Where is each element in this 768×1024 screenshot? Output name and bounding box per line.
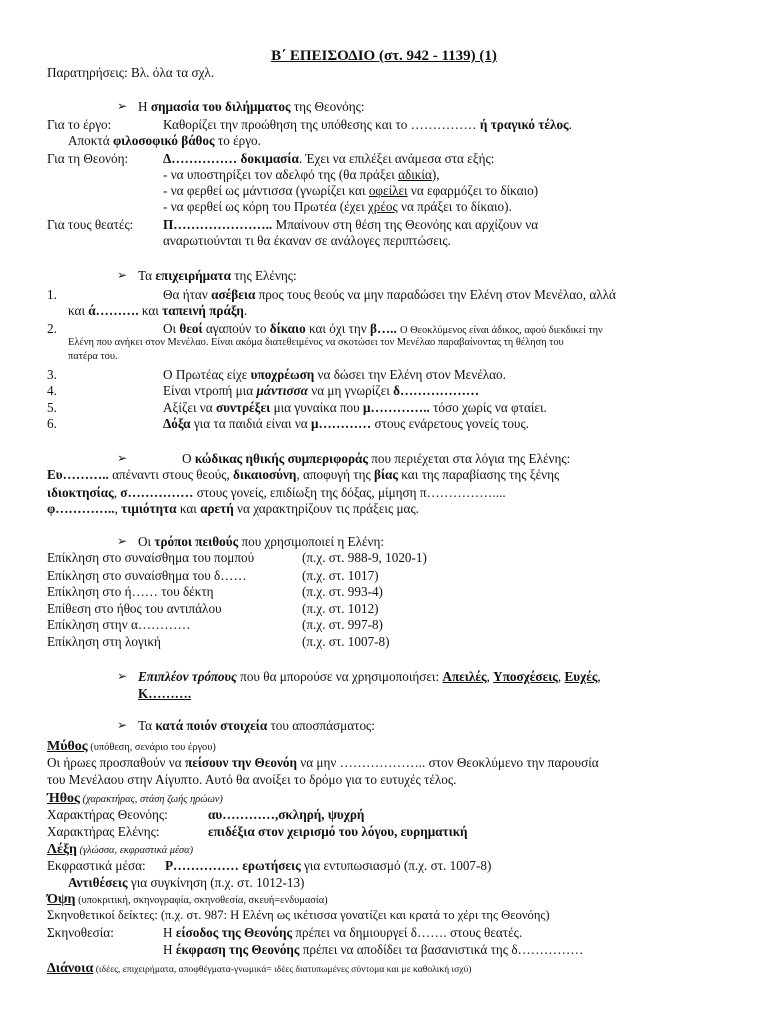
t-small: Ελένη που ανήκει στον Μενέλαο. Είναι ακόμα διατεθειμένος να σκοτώσει τον Μενέλαο παραβαίνοντας τη θέληση του (68, 337, 564, 348)
num: 6. (47, 416, 57, 431)
t: ), (431, 167, 440, 182)
num: 4. (47, 383, 57, 398)
t: για τα παιδιά είναι να (190, 416, 311, 431)
t: , (597, 669, 601, 684)
t-bold: μ………….. (362, 400, 430, 415)
t: Ο Πρωτέας είχε (163, 367, 251, 382)
row-label: Επίθεση στο ήθος του αντιπάλου (47, 601, 222, 616)
h-bold: κατά ποιόν στοιχεία (155, 718, 268, 733)
h-text: Οι (138, 534, 155, 549)
t-underline: αδικία (398, 167, 432, 182)
t: πρέπει να αποδίδει τα βασανιστικά της δ…………… (299, 942, 584, 957)
t: - να φερθεί ως μάντισσα (γνωρίζει και (163, 183, 369, 198)
t-bold: Δόξα (163, 416, 191, 431)
row-ref: (π.χ. στ. 993-4) (302, 584, 383, 599)
h-text: Τα (138, 268, 156, 283)
t-bold: τιμιότητα (121, 501, 177, 516)
t-bold: ιδιοκτησίας (47, 485, 114, 500)
row-ref: (π.χ. στ. 1007-8) (302, 634, 390, 649)
h-text: του αποσπάσματος: (267, 718, 375, 733)
t: - να υποστηρίξει τον αδελφό της (θα πράξει (163, 167, 399, 182)
bullet-arrow-icon: ➢ (117, 451, 128, 465)
num: 3. (47, 367, 57, 382)
t-underline: χρέος (367, 199, 398, 214)
t-bold: σ…………… (120, 485, 194, 500)
t-bold: πείσουν την Θεονόη (184, 755, 297, 770)
t-bold: φ………….. (47, 501, 115, 516)
t: στους ενάρετους γονείς τους. (371, 416, 529, 431)
t-bold: Αντιθέσεις (68, 875, 128, 890)
h-bold: κώδικας ηθικής συμπεριφοράς (194, 451, 368, 466)
h-text: Ο (182, 451, 195, 466)
t: . (568, 117, 572, 132)
t: και (68, 303, 89, 318)
t-small: (ιδέες, επιχειρήματα, αποφθέγματα-γνωμικά= ιδέες διατυπωμένες σύντομα και με καθολική ισχύ) (93, 964, 472, 975)
t-bold: ή τραγικό τέλος (476, 117, 569, 132)
t-small: (υπόθεση, σενάριο του έργου) (87, 742, 216, 753)
label: Σκηνοθεσία: (47, 925, 114, 940)
t: να μην ……………….. στον Θεοκλύμενο την παρουσία (296, 755, 599, 770)
row-label: Επίκληση στην α………… (47, 617, 191, 632)
row-label: Επίκληση στο συναίσθημα του δ…… (47, 568, 247, 583)
t-bold: θεοί (179, 321, 203, 336)
t: Αξίζει να (163, 400, 216, 415)
t: . (243, 303, 248, 318)
t: Καθορίζει την προώθηση της υπόθεσης και το …………… (163, 117, 477, 132)
t: το έργο. (214, 133, 261, 148)
t-bold: επιδέξια στον χειρισμό του λόγου, ευρηματική (208, 824, 468, 839)
t: και όχι την (305, 321, 371, 336)
h-bold: τρόποι πειθούς (154, 534, 239, 549)
t: αναρωτιούνται τι θα έκαναν σε ανάλογες περιπτώσεις. (163, 233, 451, 248)
t-bold: Ευ……….. (47, 467, 109, 482)
num: 5. (47, 400, 57, 415)
t-bold-u: Μύθος (47, 739, 88, 754)
t: Μπαίνουν στη θέση της Θεονόης και αρχίζουν να (272, 217, 539, 232)
label: Εκφραστικά μέσα: (47, 858, 146, 873)
title-text: Β΄ ΕΠΕΙΣΟΔΙΟ (στ. 942 - 1139) (1) (271, 48, 497, 64)
page-title (0, 47, 768, 65)
t: και (176, 501, 201, 516)
t-bold: συντρέξει (215, 400, 271, 415)
bullet-arrow-icon: ➢ (117, 268, 128, 282)
t: προς τους θεούς να μην παραδώσει την Ελένη στον Μενέλαο, αλλά (255, 287, 616, 302)
bullet-arrow-icon: ➢ (117, 718, 128, 732)
t: Οι (163, 321, 180, 336)
t-small: Ο Θεοκλύμενος είναι άδικος, αφού διεκδικεί την (400, 325, 603, 336)
t: Σκηνοθετικοί δείκτες: (π.χ. στ. 987: Η Ελένη ως ικέτισσα γονατίζει και κρατά το χέρι της Θεονόης) (47, 908, 550, 922)
t-bold: Επιπλέον τρόπους (138, 669, 237, 684)
t: απέναντι στους θεούς, (108, 467, 234, 482)
t-bold: ταπεινή πράξη (162, 303, 244, 318)
label: Χαρακτήρας Θεονόης: (47, 807, 168, 822)
bullet-arrow-icon: ➢ (117, 99, 128, 113)
h-bold: σημασία του διλήμματος (150, 99, 291, 114)
t-bold: δ……………… (393, 383, 480, 398)
bullet-arrow-icon: ➢ (117, 534, 128, 548)
t-bold: β….. (370, 321, 397, 336)
t: , (114, 501, 122, 516)
t-bold-u: Απειλές (442, 669, 487, 684)
t: στους γονείς, επιδίωξη της δόξας, μίμηση π…………….... (193, 485, 506, 500)
t: αγαπούν το (202, 321, 270, 336)
t-bold-u: Ήθος (47, 791, 80, 806)
t-bold: μάντισσα (256, 383, 308, 398)
t: - να φερθεί ως κόρη του Πρωτέα (έχει (163, 199, 368, 214)
num: 2. (47, 321, 57, 336)
row-ref: (π.χ. στ. 997-8) (302, 617, 383, 632)
t-bold: αυ…………,σκληρή, ψυχρή (208, 807, 365, 822)
row-ref: (π.χ. στ. 1017) (302, 568, 379, 583)
t: για εντυπωσιασμό (π.χ. στ. 1007-8) (300, 858, 492, 873)
t-bold-u: Υποσχέσεις (493, 669, 558, 684)
t-bold: δίκαιο (269, 321, 306, 336)
h-text: της Θεονόης: (290, 99, 365, 114)
t-bold: φιλοσοφικό βάθος (112, 133, 215, 148)
t: , αποφυγή της (296, 467, 375, 482)
t-bold: ασέβεια (211, 287, 256, 302)
t: Η (163, 925, 176, 940)
h-text: της Ελένης: (230, 268, 297, 283)
t: πρέπει να δημιουργεί δ……. στους θεατές. (292, 925, 523, 940)
t-bold: βίας (374, 467, 398, 482)
t-bold-u: Διάνοια (47, 961, 94, 976)
row-label: Επίκληση στο ή…… του δέκτη (47, 584, 214, 599)
h-text: Η (138, 99, 151, 114)
t: τόσο χωρίς να φταίει. (429, 400, 547, 415)
t: μια γυναίκα που (270, 400, 363, 415)
label: Για τη Θεονόη: (47, 151, 129, 166)
row-label: Επίκληση στο συναίσθημα του πομπού (47, 550, 255, 565)
h-text: Τα (138, 718, 156, 733)
t-small: πατέρα του. (68, 351, 118, 362)
t-bold-u: Ευχές (564, 669, 598, 684)
t: και της παραβίασης της ξένης (397, 467, 560, 482)
t: να εφαρμόζει το δίκαιο) (407, 183, 539, 198)
t: και (138, 303, 163, 318)
bullet-arrow-icon: ➢ (117, 669, 128, 683)
label: Για τους θεατές: (47, 217, 134, 232)
t: για συγκίνηση (π.χ. στ. 1012-13) (127, 875, 305, 890)
t-bold: είσοδος της Θεονόης (175, 925, 293, 940)
t-bold: αρετή (200, 501, 234, 516)
t: του Μενέλαου στην Αίγυπτο. Αυτό θα ανοίξει το δρόμο για το ευτυχές τέλος. (47, 772, 457, 787)
t-bold: Π………………….. (163, 217, 273, 232)
t-bold-u: Όψη (47, 892, 76, 907)
t: να χαρακτηρίζουν τις πράξεις μας. (233, 501, 419, 516)
row-ref: (π.χ. στ. 988-9, 1020-1) (302, 550, 427, 565)
h-bold: επιχειρήματα (155, 268, 231, 283)
t-small: (χαρακτήρας, στάση ζωής ηρώων) (79, 794, 223, 805)
h-text: που χρησιμοποιεί η Ελένη: (238, 534, 385, 549)
t-underline: οφείλει (368, 183, 408, 198)
t-small: (υποκριτική, σκηνογραφία, σκηνοθεσία, σκευή=ενδυμασία) (75, 895, 328, 906)
row-ref: (π.χ. στ. 1012) (302, 601, 379, 616)
t-bold: δικαιοσύνη (233, 467, 297, 482)
t: , (557, 669, 565, 684)
t: , (113, 485, 121, 500)
t: . Έχει να επιλέξει ανάμεσα στα εξής: (298, 151, 495, 166)
t-bold-u: Κ………. (138, 686, 192, 701)
t-small: (γλώσσα, εκφραστικά μέσα) (76, 845, 194, 856)
label: Για το έργο: (47, 117, 112, 132)
t: να δώσει την Ελένη στον Μενέλαο. (314, 367, 506, 382)
t: Είναι ντροπή μια (163, 383, 257, 398)
t: Η (163, 942, 176, 957)
t-bold: υποχρέωση (250, 367, 315, 382)
t-bold: Δ…………… δοκιμασία (163, 151, 299, 166)
label: Χαρακτήρας Ελένης: (47, 824, 160, 839)
t-bold: έκφραση της Θεονόης (175, 942, 300, 957)
t: να μη γνωρίζει (307, 383, 394, 398)
t-bold: μ………… (311, 416, 372, 431)
notes-text: Παρατηρήσεις: Βλ. όλα τα σχλ. (47, 65, 215, 80)
t: , (486, 669, 494, 684)
t: να πράξει το δίκαιο). (397, 199, 512, 214)
t-bold: ά………. (88, 303, 139, 318)
h-text: που περιέχεται στα λόγια της Ελένης: (367, 451, 571, 466)
t: που θα μπορούσε να χρησιμοποιήσει: (236, 669, 443, 684)
t-bold: Ρ…………… (165, 858, 239, 873)
t: Αποκτά (68, 133, 113, 148)
t-bold-u: Λέξη (47, 842, 77, 857)
row-label: Επίκληση στη λογική (47, 634, 161, 649)
t: Θα ήταν (163, 287, 212, 302)
t-bold: ερωτήσεις (242, 858, 301, 873)
num: 1. (47, 287, 57, 302)
t: Οι ήρωες προσπαθούν να (47, 755, 185, 770)
